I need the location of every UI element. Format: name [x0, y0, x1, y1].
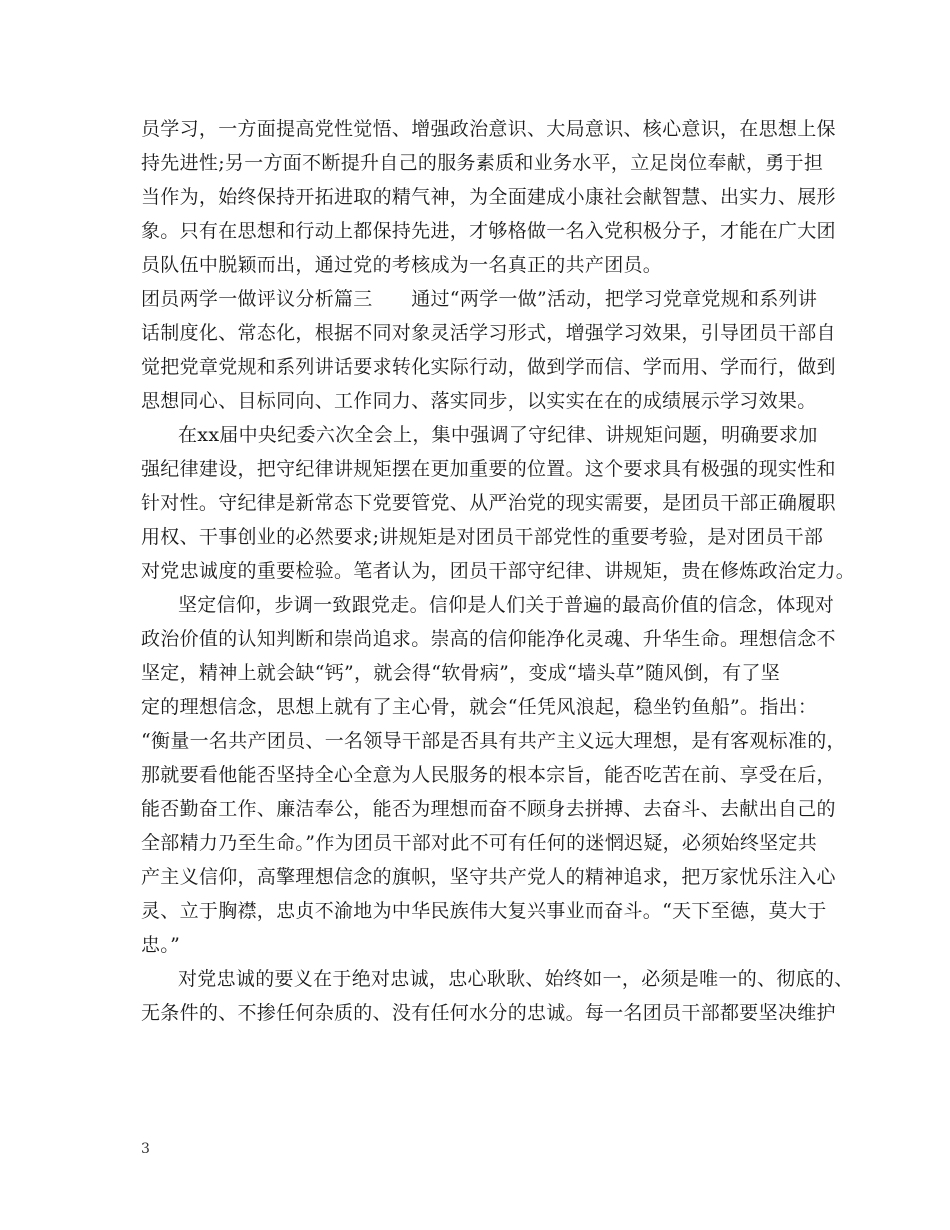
body-text-line: 对党忠诚度的重要检验。笔者认为，团员干部守纪律、讲规矩，贵在修炼政治定力。 [141, 560, 856, 582]
body-text-line: 员学习，一方面提高党性觉悟、增强政治意识、大局意识、核心意识，在思想上保 [141, 118, 836, 140]
body-text-line: “衡量一名共产团员、一名领导干部是否具有共产主义远大理想，是有客观标准的， [141, 730, 846, 752]
paragraph-first-line: 在xx届中央纪委六次全会上，集中强调了守纪律、讲规矩问题，明确要求加 [178, 424, 818, 446]
body-text-line: 话制度化、常态化，根据不同对象灵活学习形式，增强学习效果，引导团员干部自 [141, 322, 836, 344]
section-heading-line: 团员两学一做评议分析篇三 通过“两学一做”活动，把学习党章党规和系列讲 [141, 288, 818, 310]
body-text-line: 那就要看他能否坚持全心全意为人民服务的根本宗旨，能否吃苦在前、享受在后， [141, 764, 836, 786]
body-text-line: 用权、干事创业的必然要求;讲规矩是对团员干部党性的重要考验，是对团员干部 [141, 526, 824, 548]
body-text-line: 产主义信仰，高擎理想信念的旗帜，坚守共产党人的精神追求，把万家忧乐注入心 [141, 866, 836, 888]
body-text-line: 觉把党章党规和系列讲话要求转化实际行动，做到学而信、学而用、学而行，做到 [141, 356, 836, 378]
body-text-line: 象。只有在思想和行动上都保持先进，才够格做一名入党积极分子，才能在广大团 [141, 220, 836, 242]
paragraph-first-line: 对党忠诚的要义在于绝对忠诚，忠心耿耿、始终如一，必须是唯一的、彻底的、 [178, 968, 854, 990]
body-text-line: 当作为，始终保持开拓进取的精气神，为全面建成小康社会献智慧、出实力、展形 [141, 186, 836, 208]
body-text-line: 针对性。守纪律是新常态下党要管党、从严治党的现实需要，是团员干部正确履职 [141, 492, 836, 514]
body-text-line: 定的理想信念，思想上就有了主心骨，就会“任凭风浪起，稳坐钓鱼船”。指出： [141, 696, 818, 718]
body-text-line: 政治价值的认知判断和崇尚追求。崇高的信仰能净化灵魂、升华生命。理想信念不 [141, 628, 836, 650]
body-text-line: 忠。” [141, 934, 181, 956]
body-text-line: 坚定，精神上就会缺“钙”，就会得“软骨病”，变成“墙头草”随风倒，有了坚 [141, 662, 781, 684]
page-number: 3 [141, 1141, 150, 1157]
paragraph-first-line: 坚定信仰，步调一致跟党走。信仰是人们关于普遍的最高价值的信念，体现对 [178, 594, 835, 616]
body-text-line: 能否勤奋工作、廉洁奉公，能否为理想而奋不顾身去拼搏、去奋斗、去献出自己的 [141, 798, 836, 820]
body-text-line: 全部精力乃至生命。”作为团员干部对此不可有任何的迷惘迟疑，必须始终坚定共 [141, 832, 818, 854]
body-text-line: 思想同心、目标同向、工作同力、落实同步，以实实在在的成绩展示学习效果。 [141, 390, 817, 412]
body-text-line: 无条件的、不掺任何杂质的、没有任何水分的忠诚。每一名团员干部都要坚决维护 [141, 1002, 836, 1024]
body-text-line: 强纪律建设，把守纪律讲规矩摆在更加重要的位置。这个要求具有极强的现实性和 [141, 458, 836, 480]
body-text-line: 持先进性;另一方面不断提升自己的服务素质和业务水平，立足岗位奉献，勇于担 [141, 152, 824, 174]
body-text-line: 灵、立于胸襟，忠贞不渝地为中华民族伟大复兴事业而奋斗。“天下至德，莫大于 [141, 900, 827, 922]
body-text-line: 员队伍中脱颖而出，通过党的考核成为一名真正的共产团员。 [141, 254, 663, 276]
